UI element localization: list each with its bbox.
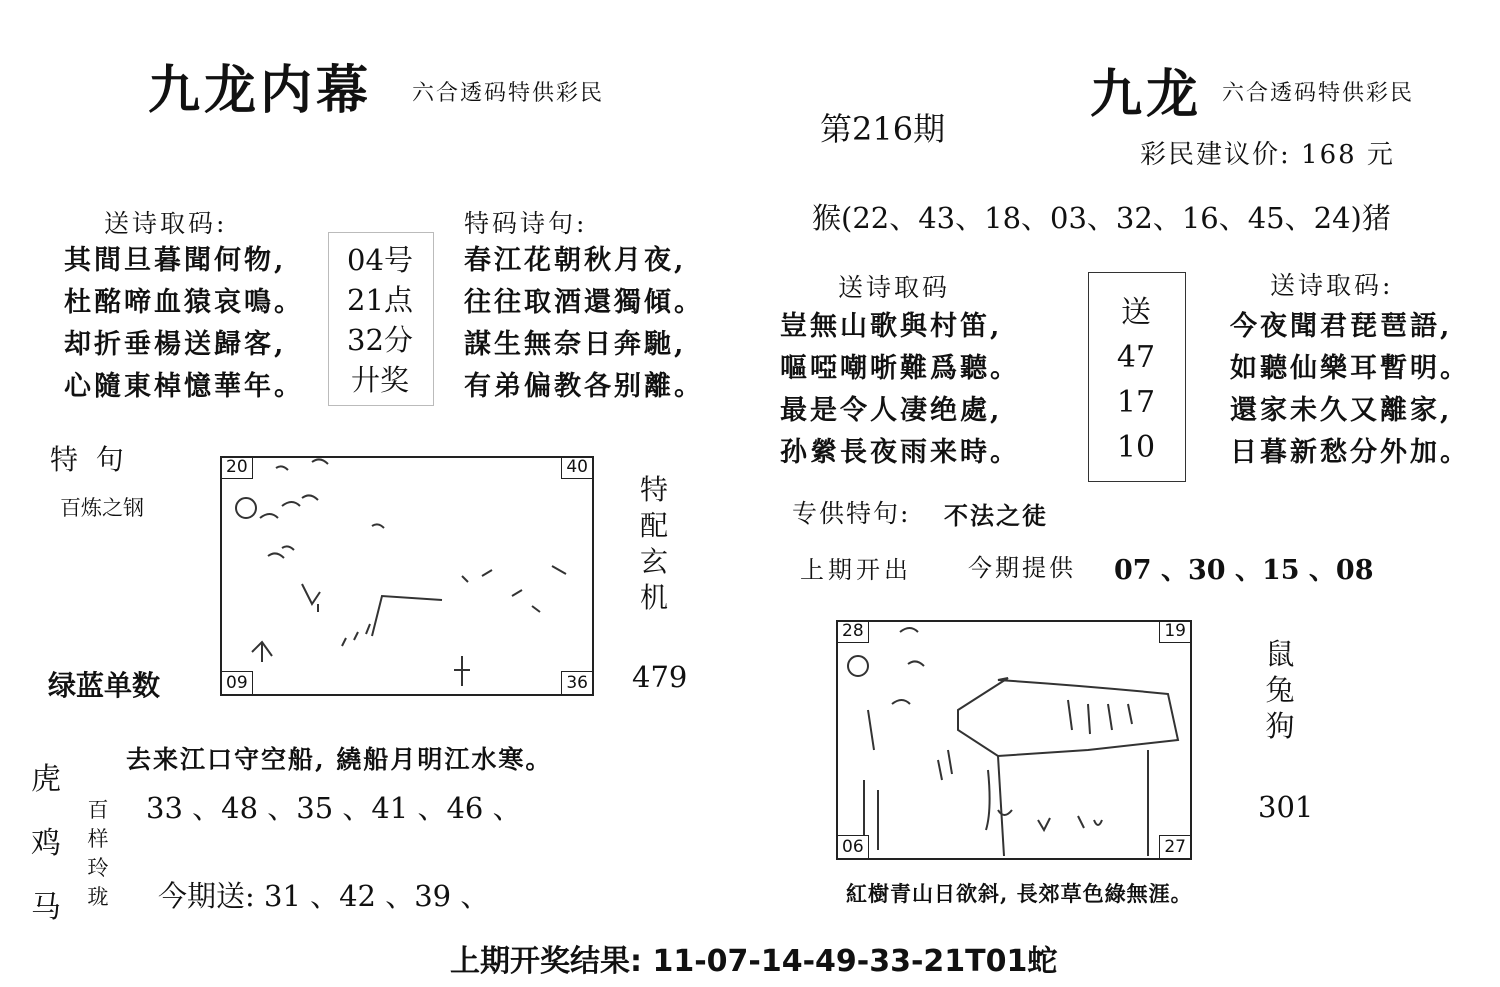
tezhu-label: 特 句 [50, 443, 124, 476]
corner-bl: 06 [838, 835, 869, 858]
corner-tr: 40 [561, 456, 592, 479]
poem-line: 謀生無奈日奔馳, [464, 329, 687, 360]
zodiac-item: 虎 [31, 762, 61, 797]
middle-line: 04号 [347, 243, 413, 277]
middle-line: 21点 [347, 283, 413, 317]
corner-bl: 09 [222, 671, 253, 694]
poem-line: 杜酩啼血猿哀鳴。 [64, 287, 304, 318]
right-sketch-top-rule [836, 620, 1192, 622]
baiyang-char: 百 [87, 798, 109, 822]
baiyang-char: 珑 [87, 885, 109, 909]
monkey-line: 猴(22、43、18、03、32、16、45、24)猪 [812, 201, 1391, 235]
send-box-item: 17 [1116, 385, 1156, 420]
left-poem [64, 240, 304, 408]
footer-result: 上期开奖结果: 11-07-14-49-33-21T01蛇 [450, 944, 1058, 979]
left-title: 九龙内幕 [148, 60, 373, 121]
poem-line: 最是令人凄绝處, [780, 395, 1003, 426]
corner-br: 36 [561, 671, 592, 694]
right-side-number: 301 [1258, 790, 1314, 824]
tezhu-text: 百炼之钢 [60, 496, 144, 520]
verse: 去来江口守空船, 繞船月明江水寒。 [126, 745, 553, 774]
poem-line: 還家未久又離家, [1230, 395, 1453, 426]
this-numbers: 07 、30 、15 、08 [1114, 555, 1374, 586]
left-side-number: 479 [632, 660, 688, 694]
send-line: 今期送: 31 、42 、39 、 [158, 879, 490, 913]
middle-lines [330, 240, 430, 400]
send-box-item: 10 [1116, 430, 1156, 465]
right-caption: 紅樹青山日欲斜, 長郊草色綠無涯。 [846, 881, 1193, 906]
color-label: 绿蓝单数 [48, 669, 161, 702]
right-side-vertical [1262, 636, 1298, 744]
left-sketch-drawing [222, 456, 592, 694]
send-box-item: 47 [1116, 340, 1156, 375]
special-header: 特码诗句: [464, 209, 588, 238]
special-text: 不法之徒 [944, 501, 1048, 530]
right-poem1-header: 送诗取码 [838, 273, 951, 302]
zodiac-item: 兔 [1265, 673, 1295, 707]
zodiac-vertical [28, 748, 64, 940]
poem-line: 嘔啞嘲哳難爲聽。 [780, 353, 1020, 384]
corner-tl: 20 [222, 456, 253, 479]
poem-line: 孙縈長夜雨来時。 [780, 437, 1020, 468]
right-poem2 [1230, 306, 1470, 474]
poem-line: 有弟偏教各别離。 [464, 371, 704, 402]
right-poem2-header: 送诗取码: [1270, 271, 1394, 300]
right-title: 九龙 [1090, 64, 1203, 125]
zodiac-item: 鸡 [31, 826, 61, 861]
poem-line: 春江花朝秋月夜, [464, 245, 687, 276]
baiyang-char: 样 [87, 827, 109, 851]
middle-line: 廾奖 [350, 363, 409, 397]
left-sketch-bottom-rule [220, 694, 594, 696]
right-subtitle: 六合透码特供彩民 [1222, 81, 1415, 106]
left-subtitle: 六合透码特供彩民 [412, 81, 605, 106]
poem-line: 其間旦暮聞何物, [64, 245, 287, 276]
poem-line: 如聽仙樂耳暫明。 [1230, 353, 1470, 384]
corner-tl: 28 [838, 620, 869, 643]
left-sketch-top-rule [220, 456, 594, 458]
right-poem1 [780, 306, 1020, 474]
this-label: 今期提供 [968, 554, 1076, 582]
corner-tr: 19 [1159, 620, 1190, 643]
last-label: 上期开出 [800, 556, 912, 584]
poem-line: 心隨東棹憶華年。 [64, 371, 304, 402]
left-side-vertical: 特配玄机 [639, 473, 668, 614]
poem-line: 豈無山歌與村笛, [780, 311, 1003, 342]
middle-line: 32分 [347, 323, 413, 357]
zodiac-item: 狗 [1265, 709, 1295, 743]
baiyang-char: 玲 [87, 856, 109, 880]
zodiac-item: 鼠 [1265, 637, 1295, 671]
zodiac-item: 马 [31, 890, 61, 925]
poem-line: 往往取酒還獨傾。 [464, 287, 704, 318]
special-label: 专供特句: [792, 499, 911, 528]
baiyang-vertical [84, 796, 112, 912]
poem-line: 日暮新愁分外加。 [1230, 437, 1470, 468]
left-sketch [220, 456, 594, 694]
send-box-values [1090, 290, 1182, 470]
left-poem-header: 送诗取码: [104, 209, 228, 238]
corner-br: 27 [1159, 835, 1190, 858]
price: 彩民建议价: 168 元 [1140, 140, 1395, 170]
right-sketch [836, 620, 1192, 858]
right-sketch-bottom-rule [836, 858, 1192, 860]
send-box-item: 送 [1121, 295, 1151, 330]
right-sketch-drawing [838, 620, 1190, 858]
issue-number: 第216期 [820, 110, 946, 148]
poem-line: 却折垂楊送歸客, [64, 329, 287, 360]
special-poem [464, 240, 704, 408]
numbers-line: 33 、48 、35 、41 、46 、 [146, 791, 522, 825]
poem-line: 今夜聞君琵琶語, [1230, 311, 1453, 342]
